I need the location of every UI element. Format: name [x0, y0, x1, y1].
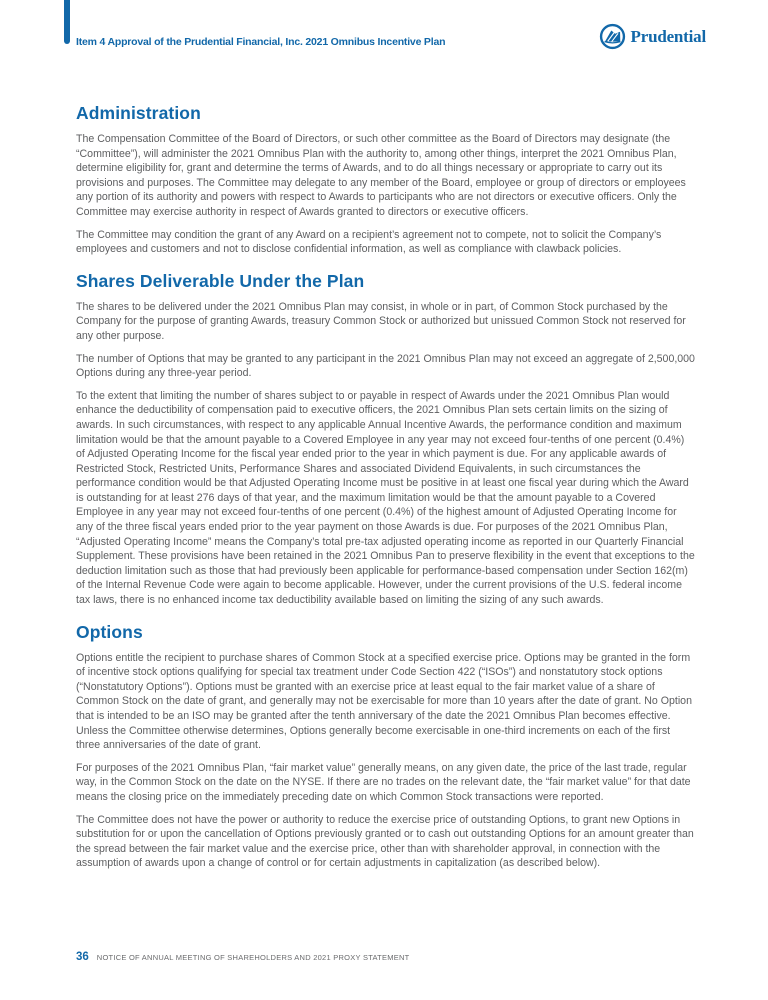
paragraph: To the extent that limiting the number of shares subject to or payable in respect of Awards under the 2021 Omnibus Plan would enhance the deductibility of compensation paid to executive officers, the 2021 Omnibus Plan sets certain limits on the sizing of awards. In such circumstances, with respect to any applicable Annual Incentive Awards, the performance condition and maximum limitation would be that the amount payable to a Covered Employee in any year may not exceed four-tenths of one percent (0.4%) of Adjusted Operating Income for the fiscal year ended prior to the year in which payment is due. For any applicable awards of Restricted Stock, Restricted Units, Performance Shares and associated Dividend Equivalents, in such circumstances the performance condition would be that Adjusted Operating Income must be positive in at least one fiscal year during which the Award is outstanding for at least 276 days of that year, and the maximum limitation would be that the amount payable to a Covered Employee in any year may not exceed four-tenths of one percent (0.4%) of the highest amount of Adjusted Operating Income for any of the three fiscal years ended prior to the year payment on those Awards is due. For purposes of the 2021 Omnibus Plan, “Adjusted Operating Income” means the Company’s total pre-tax adjusted operating income as reported in our Quarterly Financial Supplement. These provisions have been retained in the 2021 Omnibus Pan to preserve flexibility in the event that exceptions to the deduction limitation such as those that had previously been applicable for performance-based compensation under Section 162(m) of the Internal Revenue Code were again to become applicable. However, under the current provisions of the U.S. federal income tax laws, there is no enhanced income tax deductibility available based on limiting the sizing of any such awards.	[76, 389, 695, 607]
section-options	[76, 622, 695, 871]
paragraph: The Committee may condition the grant of any Award on a recipient’s agreement not to compete, not to solicit the Company’s employees and customers and not to disclose confidential information, as well as compliance with clawback policies.	[76, 228, 662, 256]
brand-wordmark: Prudential	[630, 26, 706, 46]
header-item-title: Item 4 Approval of the Prudential Financial, Inc. 2021 Omnibus Incentive Plan	[76, 36, 446, 48]
paragraph: The shares to be delivered under the 2021 Omnibus Plan may consist, in whole or in part, of Common Stock purchased by the Company for the purpose of granting Awards, treasury Common Stock or authorized but unissued Common Stock not reserved for any other purpose.	[76, 300, 686, 342]
prudential-logo	[599, 23, 706, 50]
paragraph: For purposes of the 2021 Omnibus Plan, “fair market value” generally means, on any given date, the price of the last trade, regular way, in the Common Stock on the date on the NYSE. If there are no trades on the relevant date, the “fair market value” for that date means the closing price on the immediately preceding date on which Common Stock transactions were reported.	[76, 761, 691, 803]
document-body	[76, 103, 695, 879]
paragraph: The Compensation Committee of the Board of Directors, or such other committee as the Board of Directors may designate (the “Committee”), will administer the 2021 Omnibus Plan with the authority to, among other things, interpret the 2021 Omnibus Plan, determine eligibility for, grant and determine the terms of Awards, and to do all things necessary or appropriate to carry out its provisions and purposes. The Committee may delegate to any member of the Board, employee or group of directors or employees any portion of its authority and powers with respect to Awards to participants who are not directors or executive officers. Only the Committee may exercise authority in respect of Awards granted to directors or executive officers.	[76, 133, 686, 218]
rock-of-gibraltar-icon	[599, 23, 626, 50]
section-heading-shares-deliverable: Shares Deliverable Under the Plan	[76, 270, 365, 291]
section-administration	[76, 103, 695, 257]
footer-caption: NOTICE OF ANNUAL MEETING OF SHAREHOLDERS AND 2021 PROXY STATEMENT	[96, 953, 410, 962]
section-shares-deliverable	[76, 271, 695, 608]
paragraph: The Committee does not have the power or authority to reduce the exercise price of outstanding Options, to grant new Options in substitution for or upon the cancellation of Options previously granted or to cash out outstanding Options for an amount greater than the spread between the fair market value and the exercise price, other than with shareholder approval, in connection with the assumption of awards upon a change of control or for certain adjustments in capitalization (as described below).	[76, 813, 694, 870]
paragraph: Options entitle the recipient to purchase shares of Common Stock at a specified exercise price. Options may be granted in the form of incentive stock options qualifying for special tax treatment under Code Section 422 (“ISOs”) and nonstatutory stock options (“Nonstatutory Options”). Options must be granted with an exercise price at least equal to the fair market value of a share of Common Stock on the date of grant, and generally may not be exercisable for more than 10 years after the date of grant. No Option that is intended to be an ISO may be granted after the tenth anniversary of the date the 2021 Omnibus Plan becomes effective. Unless the Committee otherwise determines, Options generally become exercisable in one-third increments on each of the first three anniversaries of the date of grant.	[76, 651, 692, 752]
header-accent-bar	[64, 0, 70, 44]
section-heading-administration: Administration	[76, 103, 201, 123]
footer-page-number: 36	[76, 951, 89, 963]
page-footer	[76, 951, 410, 963]
paragraph: The number of Options that may be granted to any participant in the 2021 Omnibus Plan may not exceed an aggregate of 2,500,000 Options during any three-year period.	[76, 352, 695, 380]
section-heading-options: Options	[76, 621, 143, 642]
